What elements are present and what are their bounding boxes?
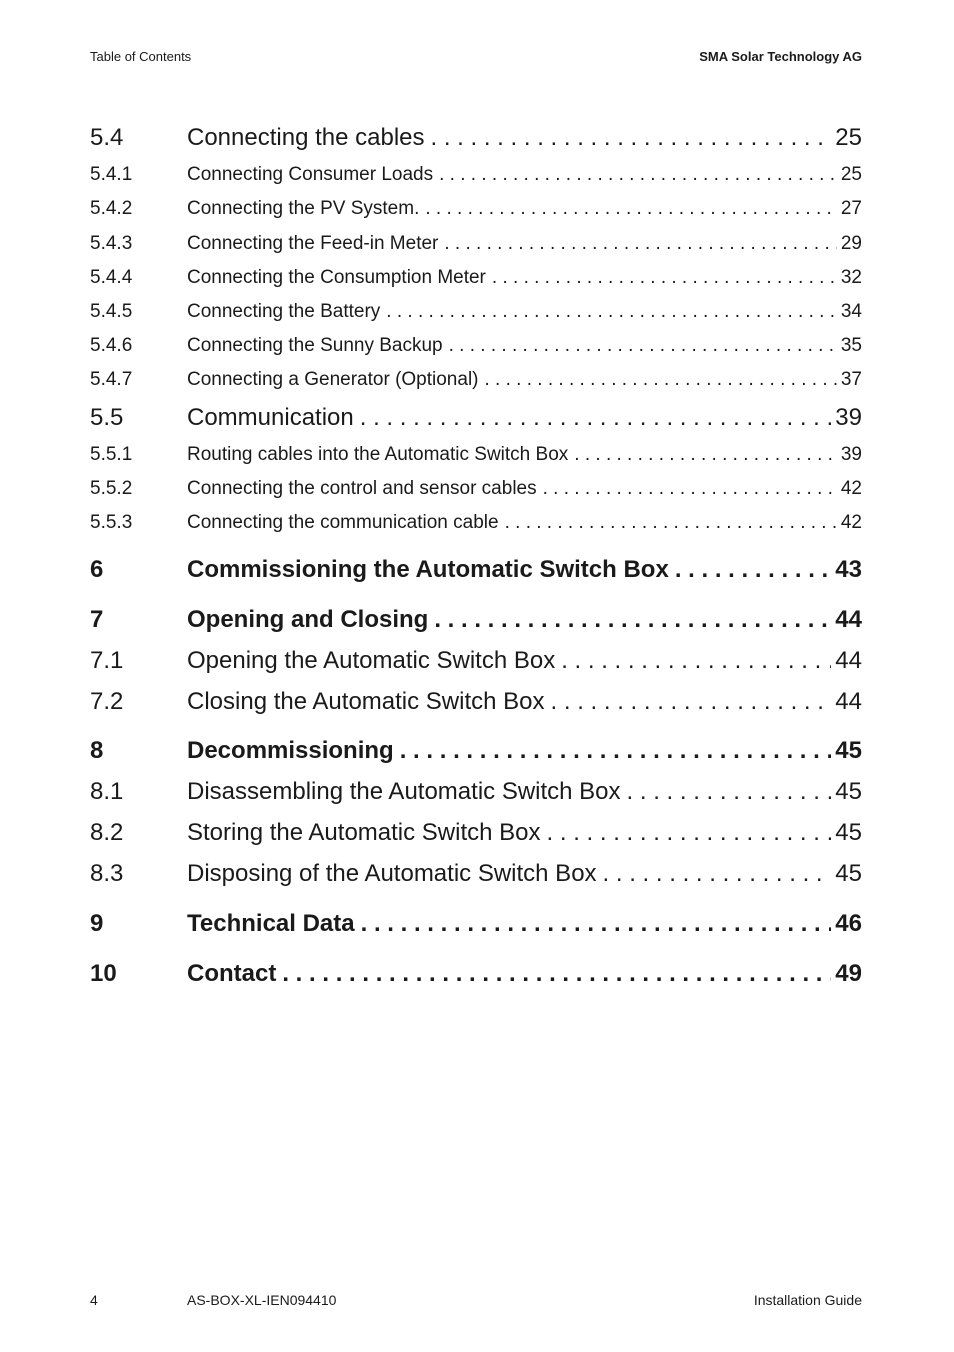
toc-dot-leader	[551, 688, 832, 716]
toc-entry-10[interactable]	[90, 960, 862, 988]
toc-entry-5-4-3[interactable]	[90, 233, 862, 255]
toc-entry-number: 5.4.2	[90, 198, 133, 219]
toc-dot-leader	[386, 301, 837, 323]
toc-entry-title: Contact	[187, 960, 277, 987]
toc-dot-leader	[360, 404, 832, 432]
toc-dot-leader	[547, 819, 832, 847]
toc-entry-number: 5.5	[90, 404, 124, 431]
toc-entry-number: 5.4.3	[90, 233, 133, 254]
toc-entry-page: 35	[840, 335, 862, 356]
footer-document-id: AS-BOX-XL-IEN094410	[187, 1292, 337, 1308]
toc-entry-title: Connecting the PV System.	[187, 198, 420, 219]
header-section-title: Table of Contents	[90, 49, 192, 64]
toc-entry-title: Connecting the Consumption Meter	[187, 267, 486, 288]
toc-entry-page: 37	[840, 369, 862, 390]
toc-entry-title: Opening the Automatic Switch Box	[187, 647, 556, 674]
toc-entry-page: 49	[835, 960, 862, 987]
toc-entry-title: Connecting the Battery	[187, 301, 381, 322]
toc-entry-title: Technical Data	[187, 910, 355, 937]
toc-entry-page: 46	[835, 910, 862, 937]
toc-dot-leader	[361, 910, 832, 938]
toc-entry-number: 7.1	[90, 647, 124, 674]
toc-entry-number: 9	[90, 910, 104, 937]
toc-entry-number: 5.4	[90, 124, 124, 151]
toc-entry-number: 5.5.2	[90, 478, 133, 499]
toc-dot-leader	[492, 267, 837, 289]
toc-entry-5-4[interactable]	[90, 124, 862, 152]
toc-entry-page: 45	[835, 737, 862, 764]
toc-dot-leader	[561, 647, 831, 675]
toc-entry-5-4-5[interactable]	[90, 301, 862, 323]
toc-entry-title: Disassembling the Automatic Switch Box	[187, 778, 621, 805]
toc-entry-number: 5.5.3	[90, 512, 133, 533]
toc-entry-title: Commissioning the Automatic Switch Box	[187, 556, 669, 583]
toc-dot-leader	[485, 369, 837, 391]
toc-entry-number: 6	[90, 556, 104, 583]
toc-entry-title: Storing the Automatic Switch Box	[187, 819, 541, 846]
toc-entry-number: 7.2	[90, 688, 124, 715]
toc-entry-8[interactable]	[90, 737, 862, 765]
toc-entry-8-3[interactable]	[90, 860, 862, 888]
toc-dot-leader	[431, 124, 832, 152]
toc-dot-leader	[282, 960, 831, 988]
toc-entry-number: 10	[90, 960, 117, 987]
toc-dot-leader	[505, 512, 837, 534]
toc-entry-number: 5.4.7	[90, 369, 133, 390]
toc-entry-page: 29	[840, 233, 862, 254]
toc-entry-page: 42	[840, 478, 862, 499]
footer-document-type: Installation Guide	[753, 1292, 862, 1308]
toc-entry-page: 43	[835, 556, 862, 583]
toc-entry-number: 5.4.5	[90, 301, 133, 322]
toc-dot-leader	[444, 233, 836, 255]
toc-entry-page: 39	[835, 404, 862, 431]
toc-entry-title: Decommissioning	[187, 737, 394, 764]
toc-entry-page: 32	[840, 267, 862, 288]
toc-entry-title: Connecting the Feed-in Meter	[187, 233, 439, 254]
toc-entry-number: 5.4.6	[90, 335, 133, 356]
toc-entry-number: 5.4.4	[90, 267, 133, 288]
toc-entry-title: Connecting a Generator (Optional)	[187, 369, 479, 390]
page-footer	[90, 1292, 862, 1312]
toc-entry-7[interactable]	[90, 606, 862, 634]
toc-entry-title: Closing the Automatic Switch Box	[187, 688, 545, 715]
toc-entry-5-4-1[interactable]	[90, 164, 862, 186]
toc-entry-number: 8	[90, 737, 104, 764]
toc-entry-page: 42	[840, 512, 862, 533]
toc-entry-title: Opening and Closing	[187, 606, 429, 633]
toc-entry-title: Connecting the cables	[187, 124, 425, 151]
toc-dot-leader	[439, 164, 837, 186]
toc-entry-number: 8.2	[90, 819, 124, 846]
toc-entry-title: Connecting the Sunny Backup	[187, 335, 443, 356]
toc-entry-5-4-2[interactable]	[90, 198, 862, 220]
toc-entry-5-5-1[interactable]	[90, 444, 862, 466]
toc-dot-leader	[627, 778, 832, 806]
toc-entry-9[interactable]	[90, 910, 862, 938]
toc-entry-6[interactable]	[90, 556, 862, 584]
toc-entry-8-1[interactable]	[90, 778, 862, 806]
toc-entry-7-2[interactable]	[90, 688, 862, 716]
toc-entry-title: Connecting the communication cable	[187, 512, 499, 533]
toc-dot-leader	[603, 860, 832, 888]
toc-entry-page: 27	[840, 198, 862, 219]
toc-entry-page: 34	[840, 301, 862, 322]
toc-entry-title: Connecting the control and sensor cables	[187, 478, 537, 499]
header-company-name: SMA Solar Technology AG	[699, 49, 862, 64]
toc-entry-8-2[interactable]	[90, 819, 862, 847]
toc-entry-5-5-2[interactable]	[90, 478, 862, 500]
toc-entry-number: 5.4.1	[90, 164, 133, 185]
toc-entry-number: 8.1	[90, 778, 124, 805]
toc-entry-page: 45	[835, 819, 862, 846]
toc-entry-page: 25	[840, 164, 862, 185]
toc-entry-number: 8.3	[90, 860, 124, 887]
toc-entry-7-1[interactable]	[90, 647, 862, 675]
footer-page-number: 4	[90, 1292, 98, 1308]
toc-entry-5-4-6[interactable]	[90, 335, 862, 357]
toc-entry-5-5[interactable]	[90, 404, 862, 432]
toc-entry-title: Communication	[187, 404, 354, 431]
toc-entry-page: 44	[835, 647, 862, 674]
toc-dot-leader	[434, 606, 831, 634]
toc-entry-title: Routing cables into the Automatic Switch Box	[187, 444, 569, 465]
toc-dot-leader	[425, 198, 837, 220]
toc-dot-leader	[675, 556, 831, 584]
toc-entry-page: 44	[835, 606, 862, 633]
toc-entry-number: 5.5.1	[90, 444, 133, 465]
toc-dot-leader	[543, 478, 837, 500]
toc-entry-5-4-7[interactable]	[90, 369, 862, 391]
toc-dot-leader	[574, 444, 837, 466]
table-of-contents	[90, 0, 862, 1000]
toc-entry-page: 39	[840, 444, 862, 465]
toc-entry-page: 45	[835, 778, 862, 805]
toc-entry-title: Connecting Consumer Loads	[187, 164, 434, 185]
toc-entry-page: 45	[835, 860, 862, 887]
toc-entry-5-5-3[interactable]	[90, 512, 862, 534]
toc-entry-number: 7	[90, 606, 104, 633]
toc-entry-title: Disposing of the Automatic Switch Box	[187, 860, 597, 887]
toc-dot-leader	[449, 335, 837, 357]
toc-entry-5-4-4[interactable]	[90, 267, 862, 289]
toc-entry-page: 44	[835, 688, 862, 715]
toc-entry-page: 25	[835, 124, 862, 151]
toc-dot-leader	[400, 737, 832, 765]
